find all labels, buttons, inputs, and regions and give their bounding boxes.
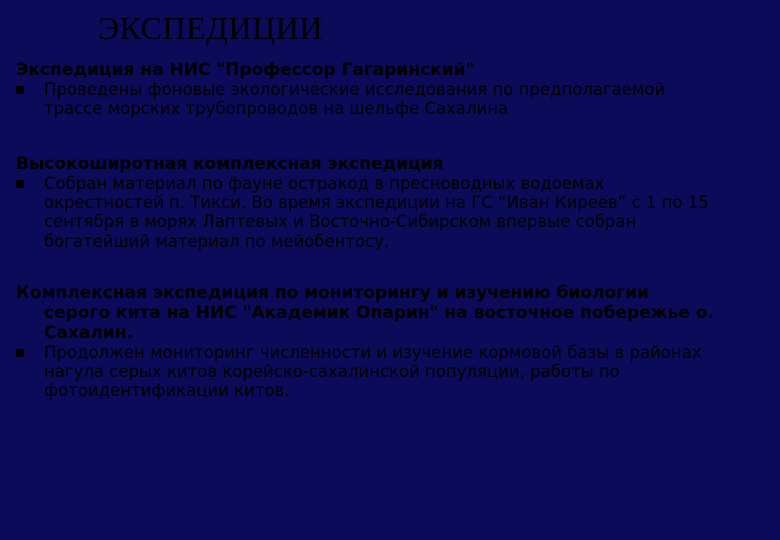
bullet-item: [16, 343, 766, 401]
section-heading-line: Сахалин.: [44, 323, 133, 343]
bullet-text-line: Собран материал по фауне остракод в пресноводных водоемах: [44, 174, 605, 193]
bullet-item: [16, 174, 766, 251]
section-heading: [16, 60, 766, 80]
square-bullet-icon: [16, 180, 24, 188]
section-heading: [16, 283, 766, 343]
expedition-section-gray-whale: [16, 283, 766, 401]
section-heading-line: Экспедиция на НИС "Профессор Гагаринский": [16, 60, 475, 80]
section-heading-line: серого кита на НИС "Академик Опарин" на восточное побережье о.: [44, 303, 714, 323]
bullet-text-line: сентября в морях Лаптевых и Восточно-Сибирском впервые собран: [44, 212, 637, 232]
slide-title: ЭКСПЕДИЦИИ: [98, 10, 323, 46]
bullet-text-line: Проведены фоновые экологические исследования по предполагаемой: [44, 80, 666, 99]
square-bullet-icon: [16, 86, 24, 94]
bullet-text-line: богатейший материал по мейобентосу.: [44, 231, 390, 251]
expedition-section-high-latitude: [16, 154, 766, 251]
section-heading: [16, 154, 766, 174]
bullet-text-line: фотоидентификации китов.: [44, 381, 290, 401]
section-heading-line: Высокоширотная комплексная экспедиция: [16, 154, 444, 174]
bullet-text-line: нагула серых китов корейско-сахалинской популяции, работы по: [44, 362, 620, 382]
expedition-section-gagarinsky: [16, 60, 766, 118]
bullet-text-line: трассе морских трубопроводов на шельфе Сахалина: [44, 99, 509, 119]
bullet-item: [16, 80, 766, 118]
bullet-text-line: Продолжен мониторинг численности и изучение кормовой базы в районах: [44, 343, 702, 362]
section-heading-line: Комплексная экспедиция по мониторингу и изучению биологии: [16, 283, 649, 303]
bullet-text-line: окрестностей п. Тикси. Во время экспедиции на ГС “Иван Киреев” с 1 по 15: [44, 193, 709, 213]
square-bullet-icon: [16, 349, 24, 357]
